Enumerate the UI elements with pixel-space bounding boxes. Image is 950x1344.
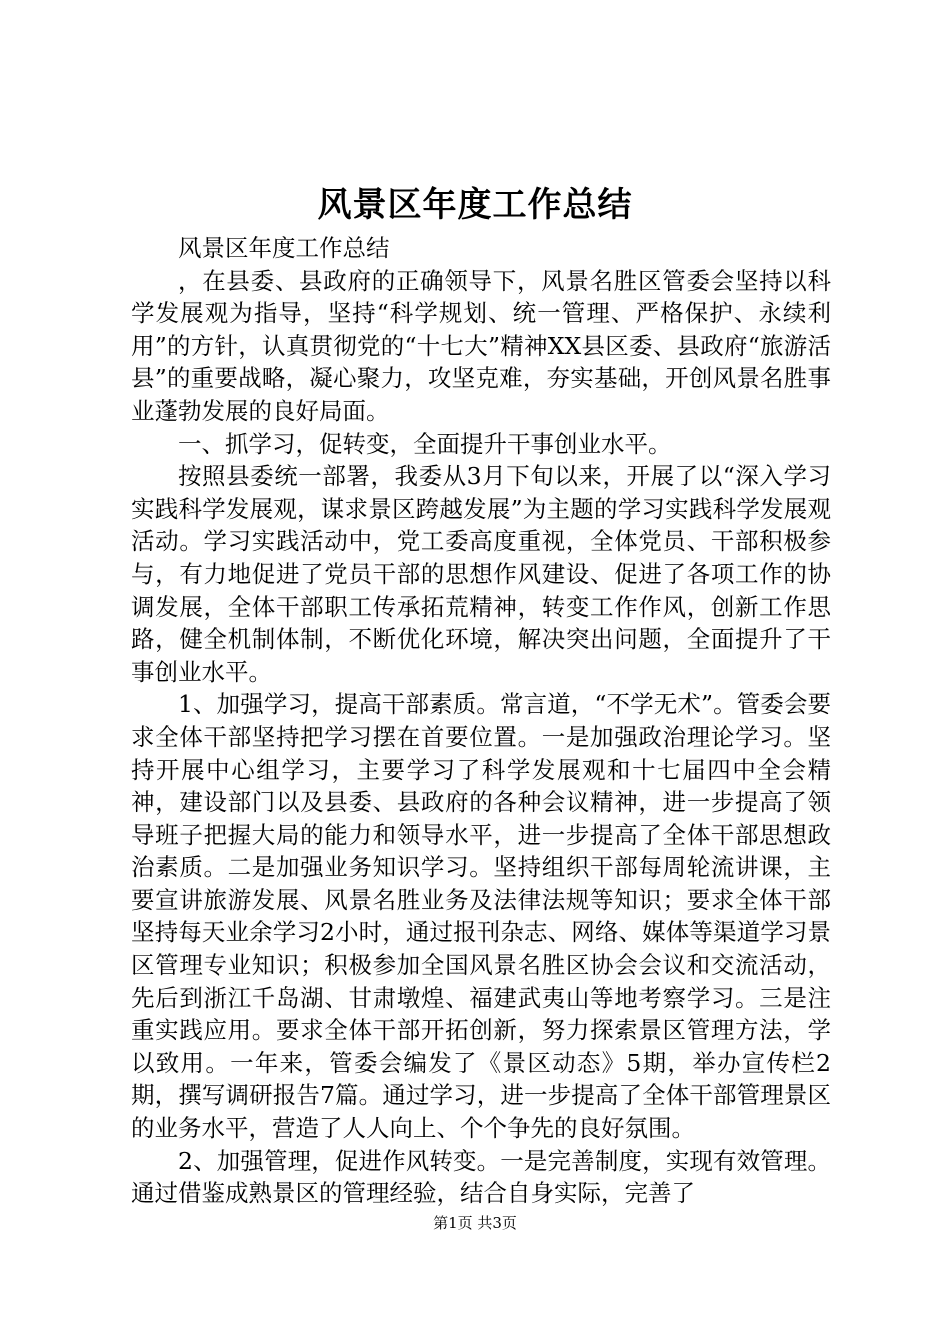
section-heading-1: 一、抓学习，促转变，全面提升干事创业水平。 — [178, 429, 672, 458]
paragraph-intro: ，在县委、县政府的正确领导下，风景名胜区管委会坚持以科学发展观为指导，坚持“科学规划、统一管理、严格保护、永续利用”的方针，认真贯彻党的“十七大”精神XX县区委、县政府“旅游活县”的重要战略，凝心聚力，攻坚克难，夯实基础，开创风景名胜事业蓬勃发展的良好局面。 — [131, 266, 831, 425]
document-body — [131, 232, 831, 1210]
paragraph-study-activity: 按照县委统一部署，我委从3月下旬以来，开展了以“深入学习实践科学发展观，谋求景区跨越发展”为主题的学习实践科学发展观活动。学习实践活动中，党工委高度重视，全体党员、干部积极参与，有力地促进了党员干部的思想作风建设、促进了各项工作的协调发展，全体干部职工传承拓荒精神，转变工作作风，创新工作思路，健全机制体制，不断优化环境，解决突出问题，全面提升了干事创业水平。 — [131, 462, 831, 686]
paragraph-point-1: 1、加强学习，提高干部素质。常言道，“不学无术”。管委会要求全体干部坚持把学习摆在首要位置。一是加强政治理论学习。坚持开展中心组学习，主要学习了科学发展观和十七届四中全会精神，建设部门以及县委、县政府的各种会议精神，进一步提高了领导班子把握大局的能力和领导水平，进一步提高了全体干部思想政治素质。二是加强业务知识学习。坚持组织干部每周轮流讲课，主要宣讲旅游发展、风景名胜业务及法律法规等知识；要求全体干部坚持每天业余学习2小时，通过报刊杂志、网络、媒体等渠道学习景区管理专业知识；积极参加全国风景名胜区协会会议和交流活动，先后到浙江千岛湖、甘肃墩煌、福建武夷山等地考察学习。三是注重实践应用。要求全体干部开拓创新，努力探索景区管理方法，学以致用。一年来，管委会编发了《景区动态》5期，举办宣传栏2期，撰写调研报告7篇。通过学习，进一步提高了全体干部管理景区的业务水平，营造了人人向上、个个争先的良好氛围。 — [131, 690, 831, 1143]
document-title: 风景区年度工作总结 — [317, 185, 633, 225]
page-footer: 第1页 共3页 — [433, 1214, 517, 1232]
paragraph-subtitle: 风景区年度工作总结 — [178, 234, 390, 262]
paragraph-point-2: 2、加强管理，促进作风转变。一是完善制度，实现有效管理。通过借鉴成熟景区的管理经验，结合自身实际，完善了 — [131, 1146, 831, 1208]
